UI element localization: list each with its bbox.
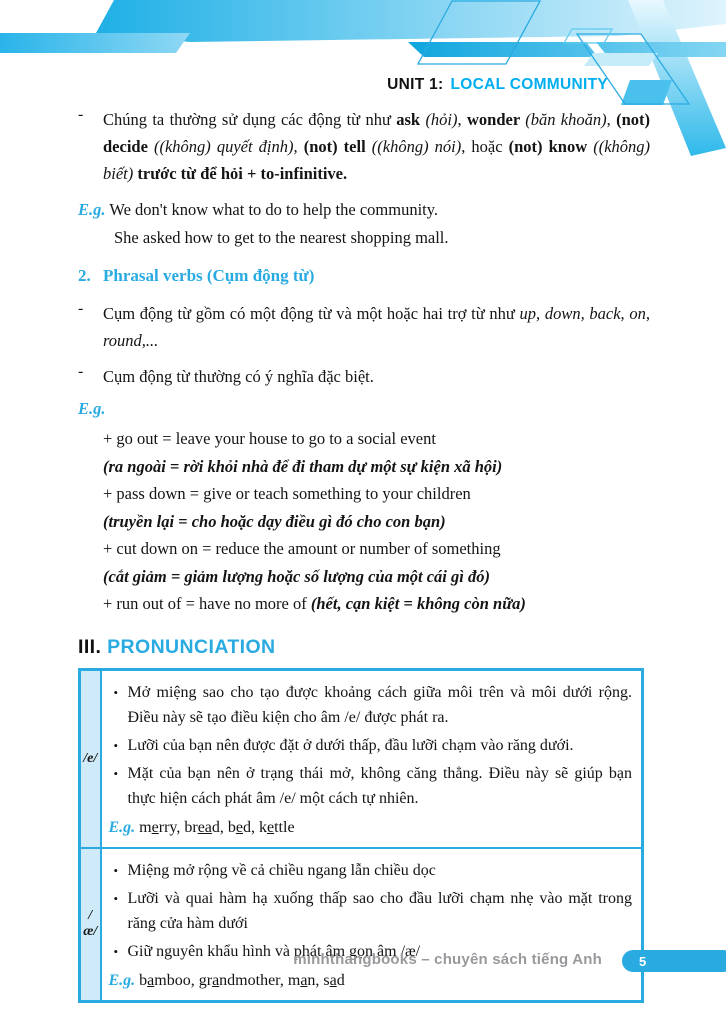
intro-seg: wonder bbox=[466, 110, 526, 129]
intro-seg: , bbox=[606, 110, 617, 129]
section-title: PRONUNCIATION bbox=[107, 635, 276, 658]
intro-seg: ((không) biết) bbox=[103, 137, 651, 183]
word-part: d, bbox=[211, 818, 228, 836]
example-vi: (hết, cạn kiệt = không còn nữa) bbox=[310, 594, 526, 613]
word-part-underlined: a bbox=[300, 971, 308, 989]
banner-solid-parallelogram bbox=[621, 80, 672, 105]
eg-label: E.g. bbox=[108, 818, 136, 836]
example-words-line bbox=[109, 968, 633, 993]
example-vi: (cắt giảm = giảm lượng hoặc số lượng của một cái gì đó) bbox=[103, 566, 490, 586]
list-item bbox=[109, 761, 633, 811]
page-content bbox=[78, 106, 650, 1003]
intro-text bbox=[103, 106, 650, 187]
word-part-underlined: a bbox=[212, 971, 220, 989]
example-en: + pass down = give or teach something to your children bbox=[103, 484, 471, 503]
bullet-plain: Cụm động từ thường có ý nghĩa đặc biệt. bbox=[103, 367, 374, 386]
intro-seg: trước từ để hỏi + to-infinitive. bbox=[133, 164, 348, 183]
phrasal-verb-bullet bbox=[78, 300, 650, 354]
example-block-2 bbox=[78, 399, 650, 618]
bullet-icon: • bbox=[113, 737, 119, 753]
bullet-text: Mặt của bạn nên ở trạng thái mở, không căng thẳng. Điều này sẽ giúp bạn thực hiện cách phát âm /e/ một cách tự nhiên. bbox=[127, 764, 632, 807]
eg-label: E.g. bbox=[108, 971, 136, 989]
banner-cyan-band bbox=[408, 42, 726, 57]
section-number: III. bbox=[78, 635, 102, 658]
intro-seg: Chúng ta thường sử dụng các động từ như bbox=[103, 110, 397, 129]
phoneme-description-cell bbox=[101, 669, 643, 848]
list-item bbox=[109, 680, 633, 730]
section-number: 2. bbox=[78, 266, 91, 285]
example-sentence: She asked how to get to the nearest shopping mall. bbox=[114, 228, 449, 247]
phoneme-cell: /æ/ bbox=[80, 848, 101, 1002]
word-part: k bbox=[259, 818, 267, 836]
dash-marker: - bbox=[78, 300, 84, 317]
bullet-text: Lưỡi của bạn nên được đặt ở dưới thấp, đầu lưỡi chạm vào răng dưới. bbox=[127, 736, 574, 754]
word-part: ttle bbox=[274, 818, 295, 836]
example-words-line bbox=[109, 815, 633, 840]
example-en: + run out of = have no more of bbox=[103, 594, 311, 613]
example-en: + cut down on = reduce the amount or number of something bbox=[103, 539, 501, 558]
word-part: n, bbox=[307, 971, 324, 989]
bullet-icon: • bbox=[113, 943, 119, 959]
section-title: Phrasal verbs (Cụm động từ) bbox=[103, 266, 315, 285]
phoneme-cell: /e/ bbox=[80, 669, 101, 848]
intro-paragraph bbox=[78, 106, 650, 187]
intro-seg: (not) decide bbox=[103, 110, 650, 156]
example-sentence: We don't know what to do to help the community. bbox=[109, 200, 439, 219]
example-block-1 bbox=[78, 196, 650, 252]
unit-title: LOCAL COMMUNITY bbox=[450, 76, 608, 93]
eg-label: E.g. bbox=[78, 399, 106, 418]
page-number-badge bbox=[622, 950, 726, 972]
bullet-icon: • bbox=[113, 862, 119, 878]
example-en: + go out = leave your house to go to a social event bbox=[103, 429, 436, 448]
word-part: m bbox=[139, 818, 152, 836]
phrasal-verb-bullet bbox=[78, 363, 650, 390]
intro-seg: ask bbox=[396, 110, 426, 129]
word-part-underlined: a bbox=[329, 971, 337, 989]
word-part-underlined: e bbox=[235, 818, 243, 836]
bullet-text bbox=[103, 363, 650, 390]
bullet-icon: • bbox=[113, 765, 119, 781]
word-part-underlined: e bbox=[267, 818, 275, 836]
bullet-text: Lưỡi và quai hàm hạ xuống thấp sao cho đầu lưỡi chạm nhẹ vào mặt trong răng cửa hàm dưới bbox=[127, 889, 632, 932]
example-en-vi-inline bbox=[103, 590, 650, 618]
word-part: gr bbox=[198, 971, 213, 989]
word-part-underlined: ea bbox=[197, 818, 212, 836]
table-row bbox=[80, 848, 643, 1002]
section-heading-phrasal-verbs bbox=[78, 264, 650, 288]
word-part: d bbox=[336, 971, 345, 989]
unit-number-label: UNIT 1: bbox=[387, 76, 444, 93]
bullet-text: Giữ nguyên khẩu hình và phát âm gọn âm /æ/ bbox=[127, 942, 421, 960]
bullet-icon: • bbox=[113, 890, 119, 906]
phrasal-verb-examples bbox=[103, 425, 650, 618]
word-part: mboo, bbox=[154, 971, 199, 989]
example-word bbox=[139, 819, 184, 836]
intro-seg: , bbox=[293, 137, 304, 156]
bullet-text: Mở miệng sao cho tạo được khoảng cách giữa môi trên và môi dưới rộng. Điều này sẽ tạo điều kiện cho âm /e/ được phát ra. bbox=[127, 683, 632, 726]
intro-seg: (hỏi) bbox=[425, 110, 458, 129]
example-word bbox=[199, 972, 288, 989]
intro-seg: (băn khoăn) bbox=[525, 110, 607, 129]
example-word bbox=[323, 972, 344, 989]
word-part-underlined: a bbox=[147, 971, 155, 989]
eg-label: E.g. bbox=[78, 200, 106, 219]
word-part: br bbox=[184, 818, 198, 836]
word-part: s bbox=[323, 971, 330, 989]
word-part: m bbox=[287, 971, 301, 989]
table-row bbox=[80, 669, 643, 848]
word-part: ndmother, bbox=[219, 971, 288, 989]
footer-brand-text: minhthangbooks – chuyên sách tiếng Anh bbox=[293, 951, 602, 968]
example-line bbox=[78, 196, 650, 224]
intro-seg: (not) tell bbox=[303, 137, 372, 156]
bullet-italic: up, down, back, on, round,... bbox=[103, 304, 650, 350]
section-heading-pronunciation bbox=[78, 635, 650, 659]
example-vi: (truyền lại = cho hoặc dạy điều gì đó cho con bạn) bbox=[103, 511, 446, 531]
intro-seg: , hoặc bbox=[461, 137, 509, 156]
word-part: rry, bbox=[158, 818, 185, 836]
example-word bbox=[228, 819, 259, 836]
example-word bbox=[288, 972, 324, 989]
example-word bbox=[139, 972, 199, 989]
dash-marker: - bbox=[78, 363, 84, 380]
intro-seg: , bbox=[457, 110, 467, 129]
bullet-text bbox=[103, 300, 650, 354]
word-part: b bbox=[139, 971, 148, 989]
example-word bbox=[259, 819, 295, 836]
bullet-plain: Cụm động từ gồm có một động từ và một hoặc hai trợ từ như bbox=[103, 304, 520, 323]
unit-heading bbox=[387, 76, 608, 94]
list-item bbox=[109, 733, 633, 758]
example-word bbox=[184, 819, 228, 836]
intro-seg: ((không) quyết định) bbox=[153, 137, 294, 156]
word-part-underlined: e bbox=[151, 818, 159, 836]
intro-seg: (not) know bbox=[508, 137, 594, 156]
list-item bbox=[109, 858, 633, 883]
page-number: 5 bbox=[639, 953, 647, 969]
banner-left-bar bbox=[0, 33, 190, 53]
word-part: d, bbox=[243, 818, 259, 836]
example-vi: (ra ngoài = rời khỏi nhà để đi tham dự một sự kiện xã hội) bbox=[103, 456, 503, 476]
bullet-text: Miệng mở rộng về cả chiều ngang lẫn chiều dọc bbox=[127, 861, 436, 879]
bullet-icon: • bbox=[113, 684, 119, 700]
list-item bbox=[109, 886, 633, 936]
intro-seg: ((không) nói) bbox=[371, 137, 462, 156]
dash-marker: - bbox=[78, 106, 84, 123]
word-part: b bbox=[227, 818, 236, 836]
phoneme-description-cell bbox=[101, 848, 643, 1002]
